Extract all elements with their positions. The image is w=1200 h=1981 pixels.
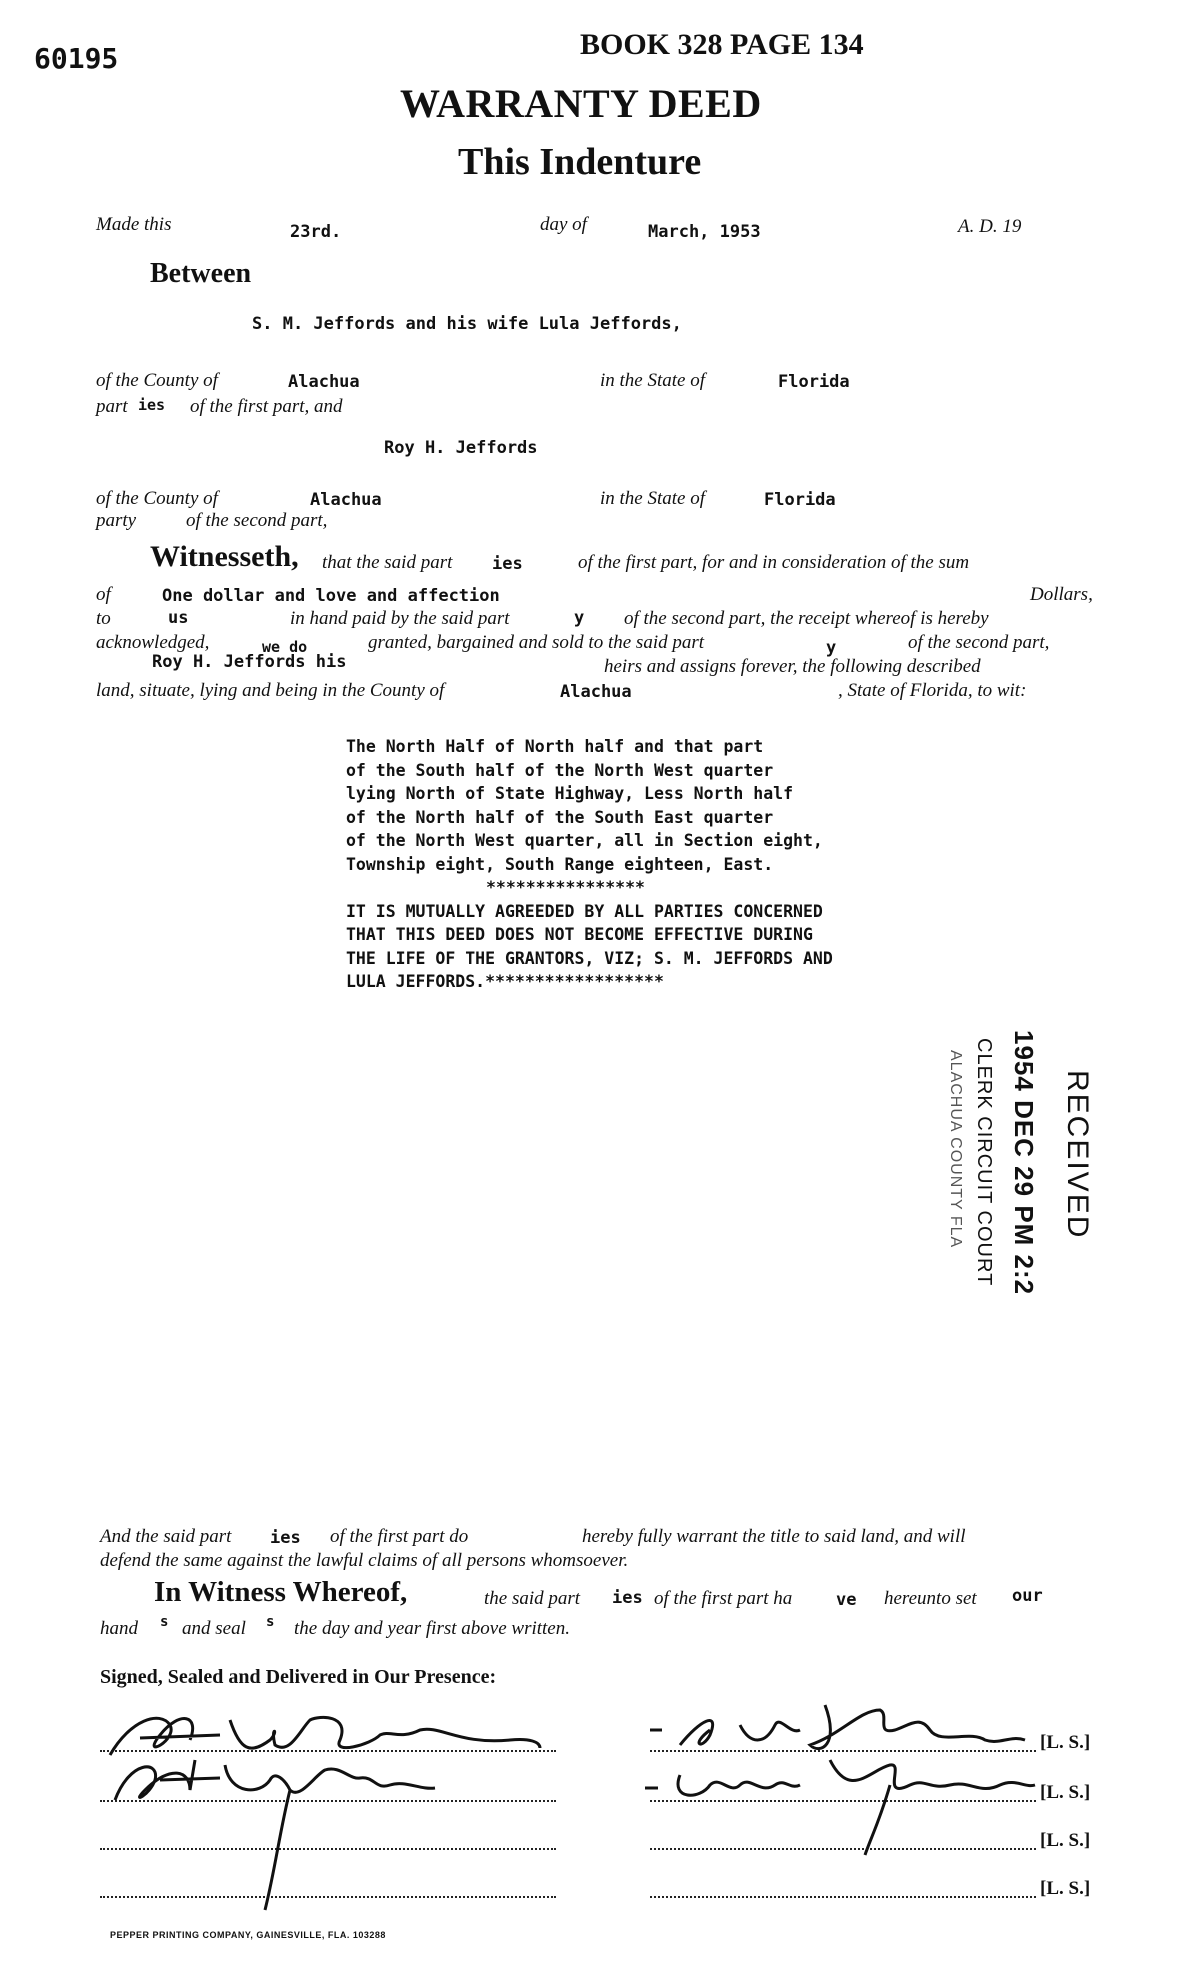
between-label: Between: [150, 258, 252, 289]
in-witness-line2-b: the day and year first above written.: [294, 1618, 570, 1639]
first-county: Alachua: [288, 372, 360, 392]
ls-marker: [L. S.]: [1040, 1782, 1091, 1803]
witnesseth-line3-a: in hand paid by the said part: [290, 608, 510, 629]
second-state: Florida: [764, 490, 836, 510]
made-month-year: March, 1953: [648, 222, 761, 242]
received-stamp: [940, 1020, 1170, 1296]
in-witness-line1-a: the said part: [484, 1588, 581, 1609]
witnesseth-line6-county: Alachua: [560, 682, 632, 702]
warranty-line2: defend the same against the lawful claims of all persons whomsoever.: [100, 1550, 629, 1571]
witnesseth-line3-suffix: y: [574, 608, 585, 628]
witnesseth-label: Witnesseth,: [150, 540, 299, 573]
witnesseth-line4-c: of the second part,: [908, 632, 1050, 653]
first-state-label: in the State of: [600, 370, 706, 391]
dollars-label: Dollars,: [1030, 584, 1093, 605]
stamp-county: ALACHUA COUNTY FLA: [947, 1050, 964, 1249]
warranty-line1-a: And the said part: [100, 1526, 232, 1547]
witnesseth-line5-name: Roy H. Jeffords his: [152, 652, 347, 672]
day-of-label: day of: [540, 214, 587, 235]
second-county-label: of the County of: [96, 488, 218, 509]
stamp-received: RECEIVED: [1061, 1070, 1094, 1240]
witnesseth-line2-of: of: [96, 584, 111, 605]
second-part-label: party: [96, 510, 137, 531]
witnesseth-line4-we: we do: [262, 638, 308, 656]
witnesseth-line1-a: that the said part: [322, 552, 453, 573]
first-part-suffix: ies: [138, 396, 166, 414]
ls-marker: [L. S.]: [1040, 1878, 1091, 1899]
printer-imprint: PEPPER PRINTING COMPANY, GAINESVILLE, FLA. 103288: [110, 1930, 386, 1940]
witnesseth-line1-suffix: ies: [492, 554, 523, 574]
in-witness-line1-suffix: ies: [612, 1588, 643, 1608]
agreement-line: THE LIFE OF THE GRANTORS, VIZ; S. M. JEFFORDS AND: [346, 948, 833, 968]
description-line: of the North half of the South East quarter: [346, 807, 774, 827]
agreement-line: THAT THIS DEED DOES NOT BECOME EFFECTIVE DURING: [346, 925, 813, 944]
witness-signature-2: [100, 1750, 560, 1920]
stamp-date: 1954 DEC 29 PM 2:2: [1009, 1030, 1039, 1296]
separator: ****************: [486, 878, 645, 897]
description-line: lying North of State Highway, Less North half: [346, 784, 794, 803]
witnesseth-line4-suffix: y: [826, 638, 837, 658]
witnesseth-line3-to: to: [96, 608, 111, 629]
second-part-tail: of the second part,: [186, 510, 328, 531]
signed-sealed-label: Signed, Sealed and Delivered in Our Presence:: [100, 1666, 497, 1688]
grantee-name: Roy H. Jeffords: [384, 438, 538, 458]
in-witness-line2-s1: s: [160, 1614, 169, 1630]
description-line: of the South half of the North West quarter: [346, 760, 774, 780]
agreement-last-line: LULA JEFFORDS.: [346, 972, 486, 991]
description-line: of the North West quarter, all in Section eight,: [346, 831, 823, 850]
first-part-label: part: [96, 396, 128, 417]
witnesseth-line6-a: land, situate, lying and being in the County of: [96, 680, 445, 701]
in-witness-line1-our: our: [1012, 1586, 1043, 1606]
file-number: 60195: [34, 42, 119, 75]
legal-description: [346, 735, 833, 994]
grantor-signature-2: [640, 1740, 1040, 1860]
witnesseth-line5-b: heirs and assigns forever, the following described: [604, 656, 981, 677]
document-title: WARRANTY DEED: [400, 81, 762, 126]
separator: ******************: [485, 972, 664, 991]
grantors-names: S. M. Jeffords and his wife Lula Jeffords,: [252, 314, 682, 334]
book-page-stamp: BOOK 328 PAGE 134: [580, 28, 864, 61]
warranty-line1-c: hereby fully warrant the title to said land, and will: [582, 1526, 966, 1547]
made-day: 23rd.: [290, 222, 342, 242]
description-line: The North Half of North half and that part: [346, 737, 764, 756]
first-state: Florida: [778, 372, 850, 392]
first-part-tail: of the first part, and: [190, 396, 343, 417]
witnesseth-line3-b: of the second part, the receipt whereof is hereby: [624, 608, 989, 629]
stamp-clerk: CLERK CIRCUIT COURT: [973, 1038, 995, 1287]
in-witness-line1-ve: ve: [836, 1590, 857, 1610]
ad-label: A. D. 19: [958, 216, 1022, 237]
in-witness-label: In Witness Whereof,: [154, 1576, 408, 1608]
agreement-line: IT IS MUTUALLY AGREEDED BY ALL PARTIES CONCERNED: [346, 901, 823, 921]
in-witness-line1-c: hereunto set: [884, 1588, 977, 1609]
witnesseth-line3-us: us: [168, 608, 189, 628]
grantor-line: [650, 1896, 1036, 1898]
in-witness-line2-hand: hand: [100, 1618, 138, 1639]
witnesseth-line1-b: of the first part, for and in consideration of the sum: [578, 552, 970, 573]
description-line: Township eight, South Range eighteen, East.: [346, 854, 774, 874]
ls-marker: [L. S.]: [1040, 1732, 1091, 1753]
ls-marker: [L. S.]: [1040, 1830, 1091, 1851]
warranty-line1-suffix: ies: [270, 1528, 301, 1548]
witnesseth-line4-b: granted, bargained and sold to the said part: [368, 632, 705, 653]
first-county-label: of the County of: [96, 370, 218, 391]
second-state-label: in the State of: [600, 488, 706, 509]
document-subtitle: This Indenture: [458, 141, 702, 183]
witnesseth-line4-a: acknowledged,: [96, 632, 210, 653]
made-this-label: Made this: [96, 214, 172, 235]
in-witness-line2-and: and seal: [182, 1618, 246, 1639]
in-witness-line2-s2: s: [266, 1614, 275, 1630]
consideration-amount: One dollar and love and affection: [162, 586, 500, 606]
in-witness-line1-b: of the first part ha: [654, 1588, 793, 1609]
warranty-line1-b: of the first part do: [330, 1526, 469, 1547]
witnesseth-line6-b: , State of Florida, to wit:: [838, 680, 1027, 701]
agreement-line: [346, 970, 833, 994]
second-county: Alachua: [310, 490, 382, 510]
